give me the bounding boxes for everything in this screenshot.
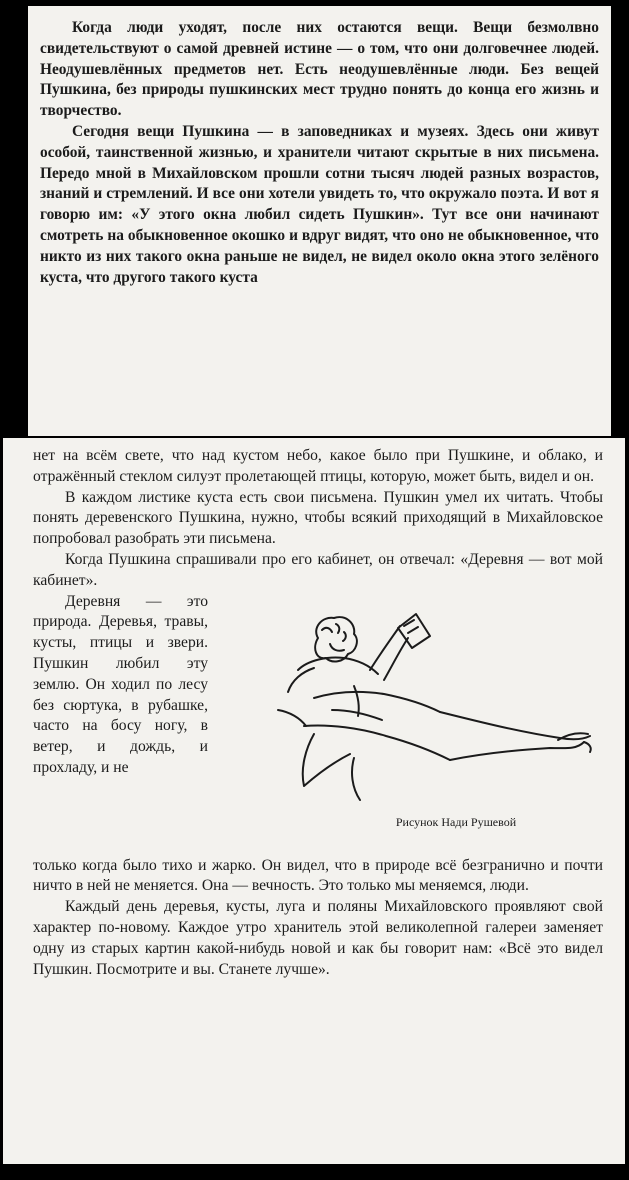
narrow-paragraph: Деревня — это природа. Деревья, травы, кусты, птицы и звери. Пушкин любил эту землю. Он ходил по лесу без сюртука, в рубашке, часто на босу ногу, в ветер, и дождь, и прохладу, и не bbox=[33, 592, 208, 776]
figure-caption: Рисунок Нади Рушевой bbox=[395, 814, 517, 829]
paragraph: Когда Пушкина спрашивали про его кабинет, он отвечал: «Деревня — вот мой кабинет». bbox=[33, 550, 603, 589]
paragraph: В каждом листике куста есть свои письмена. Пушкин умел их читать. Чтобы понять деревенского Пушкина, нужно, чтобы всякий приходящий в Михайловское попробовал разобрать эти письмена. bbox=[33, 488, 603, 548]
text-with-figure bbox=[33, 592, 603, 856]
paragraph: Сегодня вещи Пушкина — в заповедниках и музеях. Здесь они живут особой, таинственной жизнью, и хранители читают скрытые в них письмена. Передо мной в Михайловском прошли сотни тысяч людей разных возрастов, знаний и стремлений. И все они хотели увидеть то, что окружало поэта. И вот я говорю им: «У этого окна любил сидеть Пушкин». Тут все они начинают смотреть на обыкновенное окошко и вдруг видят, что оно не обыкновенное, что никто из них такого окна раньше не видел, не видел около окна этого зелёного куста, что другого такого куста bbox=[40, 122, 599, 286]
paragraph: Каждый день деревья, кусты, луга и поляны Михайловского проявляют свой характер по-новому. Каждое утро хранитель этой великолепной галереи заменяет одну из старых картин какой-нибудь новой и как бы говорит нам: «Всё это видел Пушкин. Посмотрите и вы. Станете лучше». bbox=[33, 898, 603, 978]
scan-top-page bbox=[28, 6, 611, 436]
paragraph: только когда было тихо и жарко. Он видел, что в природе всё безгранично и почти ничто в ней не меняется. Она — вечность. Это только мы меняемся, люди. bbox=[33, 856, 603, 895]
scan-bottom-page bbox=[3, 438, 625, 1164]
background-bar bbox=[0, 1164, 629, 1180]
paragraph: нет на всём свете, что над кустом небо, какое было при Пушкине, и облако, и отражённый стеклом силуэт пролетающей птицы, которую, может быть, видел и он. bbox=[33, 447, 603, 485]
paragraph: Когда люди уходят, после них остаются вещи. Вещи безмолвно свидетельствуют о самой древней истине — о том, что они долговечнее людей. Неодушевлённых предметов нет. Есть неодушевлённые люди. Без вещей Пушкина, без природы пушкинских мест трудно понять до конца его жизнь и творчество. bbox=[40, 19, 599, 120]
pushkin-drawing-illustration bbox=[258, 600, 613, 815]
